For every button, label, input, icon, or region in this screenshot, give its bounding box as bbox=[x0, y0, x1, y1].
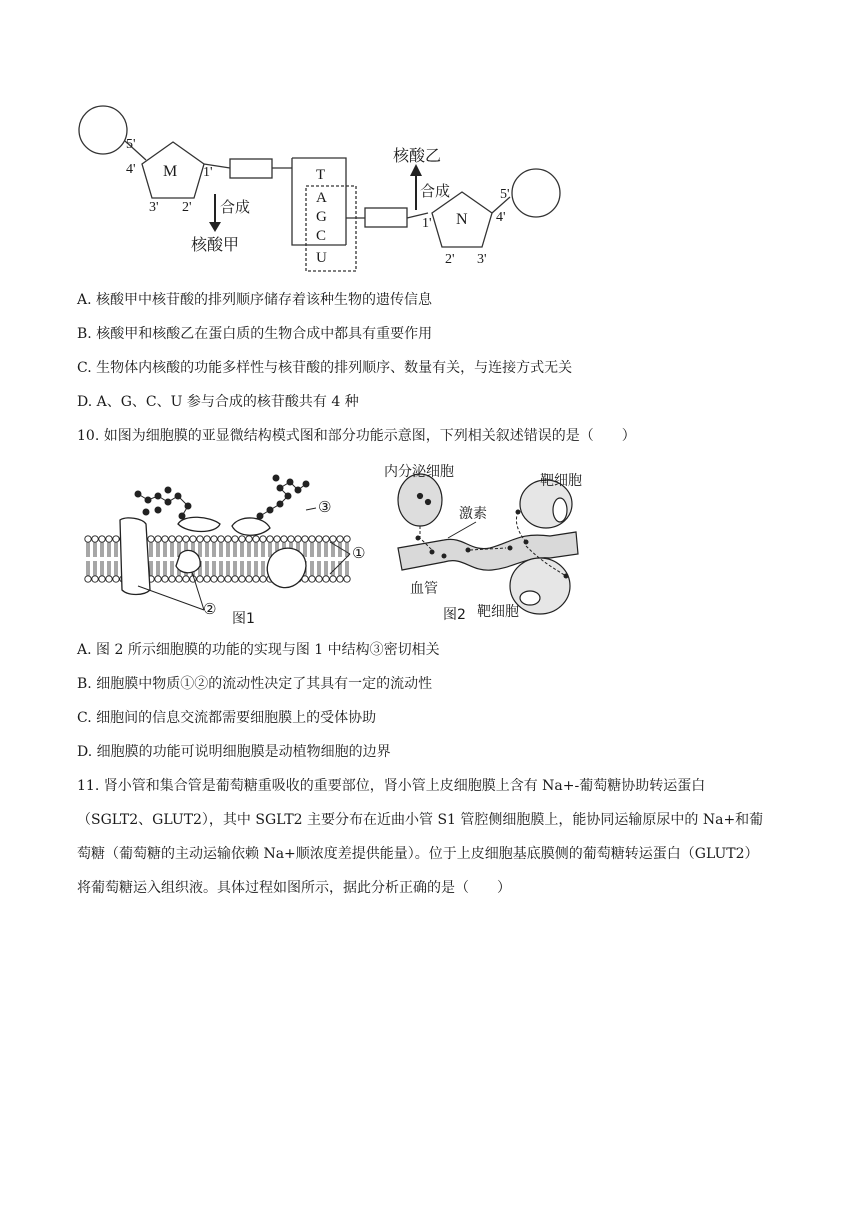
q9-option-b: B. 核酸甲和核酸乙在蛋白质的生物合成中都具有重要作用 bbox=[77, 326, 433, 342]
synthesis-left-label: 合成 bbox=[220, 198, 251, 216]
base-g: G bbox=[316, 209, 327, 225]
membrane-diagram bbox=[80, 462, 380, 622]
q10-option-d: D. 细胞膜的功能可说明细胞膜是动植物细胞的边界 bbox=[77, 744, 391, 760]
q11-line-3: 萄糖（葡萄糖的主动运输依赖 Na+顺浓度差提供能量）。位于上皮细胞基底膜侧的葡萄糖转运蛋白（GLUT2） bbox=[77, 846, 759, 862]
base-u: U bbox=[316, 250, 327, 266]
dashed-box bbox=[306, 186, 356, 271]
prime-5-right: 5' bbox=[500, 187, 510, 202]
target-cell-top-label: 靶细胞 bbox=[540, 473, 582, 489]
endocrine-cell bbox=[398, 474, 442, 526]
base-t: T bbox=[316, 167, 326, 183]
q9-option-d: D. A、G、C、U 参与合成的核苷酸共有 4 种 bbox=[77, 394, 359, 410]
surface-protein-1 bbox=[178, 517, 220, 531]
fig2-caption: 图2 bbox=[443, 607, 466, 623]
circle-3-label: ③ bbox=[318, 498, 332, 516]
phosphate-circle-right bbox=[512, 169, 560, 217]
hormone-label: 激素 bbox=[459, 506, 487, 522]
surface-protein-2 bbox=[232, 518, 270, 535]
base-a: A bbox=[316, 190, 327, 206]
q10-option-b: B. 细胞膜中物质①②的流动性决定了其具有一定的流动性 bbox=[77, 676, 433, 692]
link-box-left bbox=[230, 159, 272, 178]
nucleic-acid-a-label: 核酸甲 bbox=[191, 235, 240, 254]
prime-3-left: 3' bbox=[149, 200, 159, 215]
base-c: C bbox=[316, 228, 327, 244]
q11-line-2: （SGLT2、GLUT2），其中 SGLT2 主要分布在近曲小管 S1 管腔侧细胞膜上，能协同运输原尿中的 Na+和葡 bbox=[77, 812, 764, 828]
prime-1-left: 1' bbox=[203, 165, 213, 180]
target-cell-bottom-label: 靶细胞 bbox=[477, 604, 519, 620]
prime-4-left: 4' bbox=[126, 162, 136, 177]
endocrine-cell-label: 内分泌细胞 bbox=[384, 464, 454, 480]
q11-line-1: 11. 肾小管和集合管是葡萄糖重吸收的重要部位，肾小管上皮细胞膜上含有 Na+-葡萄糖协助转运蛋白 bbox=[77, 778, 706, 794]
nucleic-acid-b-label: 核酸乙 bbox=[393, 146, 442, 165]
q11-line-4: 将葡萄糖运入组织液。具体过程如图所示，据此分析正确的是（ ） bbox=[77, 880, 511, 896]
q10-option-c: C. 细胞间的信息交流都需要细胞膜上的受体协助 bbox=[77, 710, 377, 726]
down-arrow-icon bbox=[209, 222, 221, 232]
target-cell-bottom bbox=[510, 558, 570, 614]
pentose-m-label: M bbox=[163, 163, 178, 180]
q9-option-c: C. 生物体内核酸的功能多样性与核苷酸的排列顺序、数量有关，与连接方式无关 bbox=[77, 360, 573, 376]
prime-4-right: 4' bbox=[496, 210, 506, 225]
vessel-label: 血管 bbox=[410, 581, 438, 597]
prime-5-left: 5' bbox=[126, 137, 136, 152]
channel-protein bbox=[120, 518, 150, 595]
prime-2-left: 2' bbox=[182, 200, 192, 215]
embedded-protein-1 bbox=[176, 550, 200, 572]
q10-stem: 10. 如图为细胞膜的亚显微结构模式图和部分功能示意图，下列相关叙述错误的是（ ） bbox=[77, 428, 636, 444]
q9-option-a: A. 核酸甲中核苷酸的排列顺序储存着该种生物的遗传信息 bbox=[77, 292, 433, 308]
prime-1-right: 1' bbox=[422, 216, 432, 231]
q10-option-a: A. 图 2 所示细胞膜的功能的实现与图 1 中结构③密切相关 bbox=[77, 642, 440, 658]
phosphate-circle-left bbox=[79, 106, 127, 154]
circle-1-label: ① bbox=[352, 544, 366, 562]
synthesis-right-label: 合成 bbox=[420, 182, 451, 200]
link-box-right bbox=[365, 208, 407, 227]
prime-3-right: 3' bbox=[477, 252, 487, 267]
fig1-caption: 图1 bbox=[232, 611, 255, 627]
prime-2-right: 2' bbox=[445, 252, 455, 267]
pentose-n-label: N bbox=[456, 211, 468, 228]
circle-2-label: ② bbox=[203, 600, 217, 618]
